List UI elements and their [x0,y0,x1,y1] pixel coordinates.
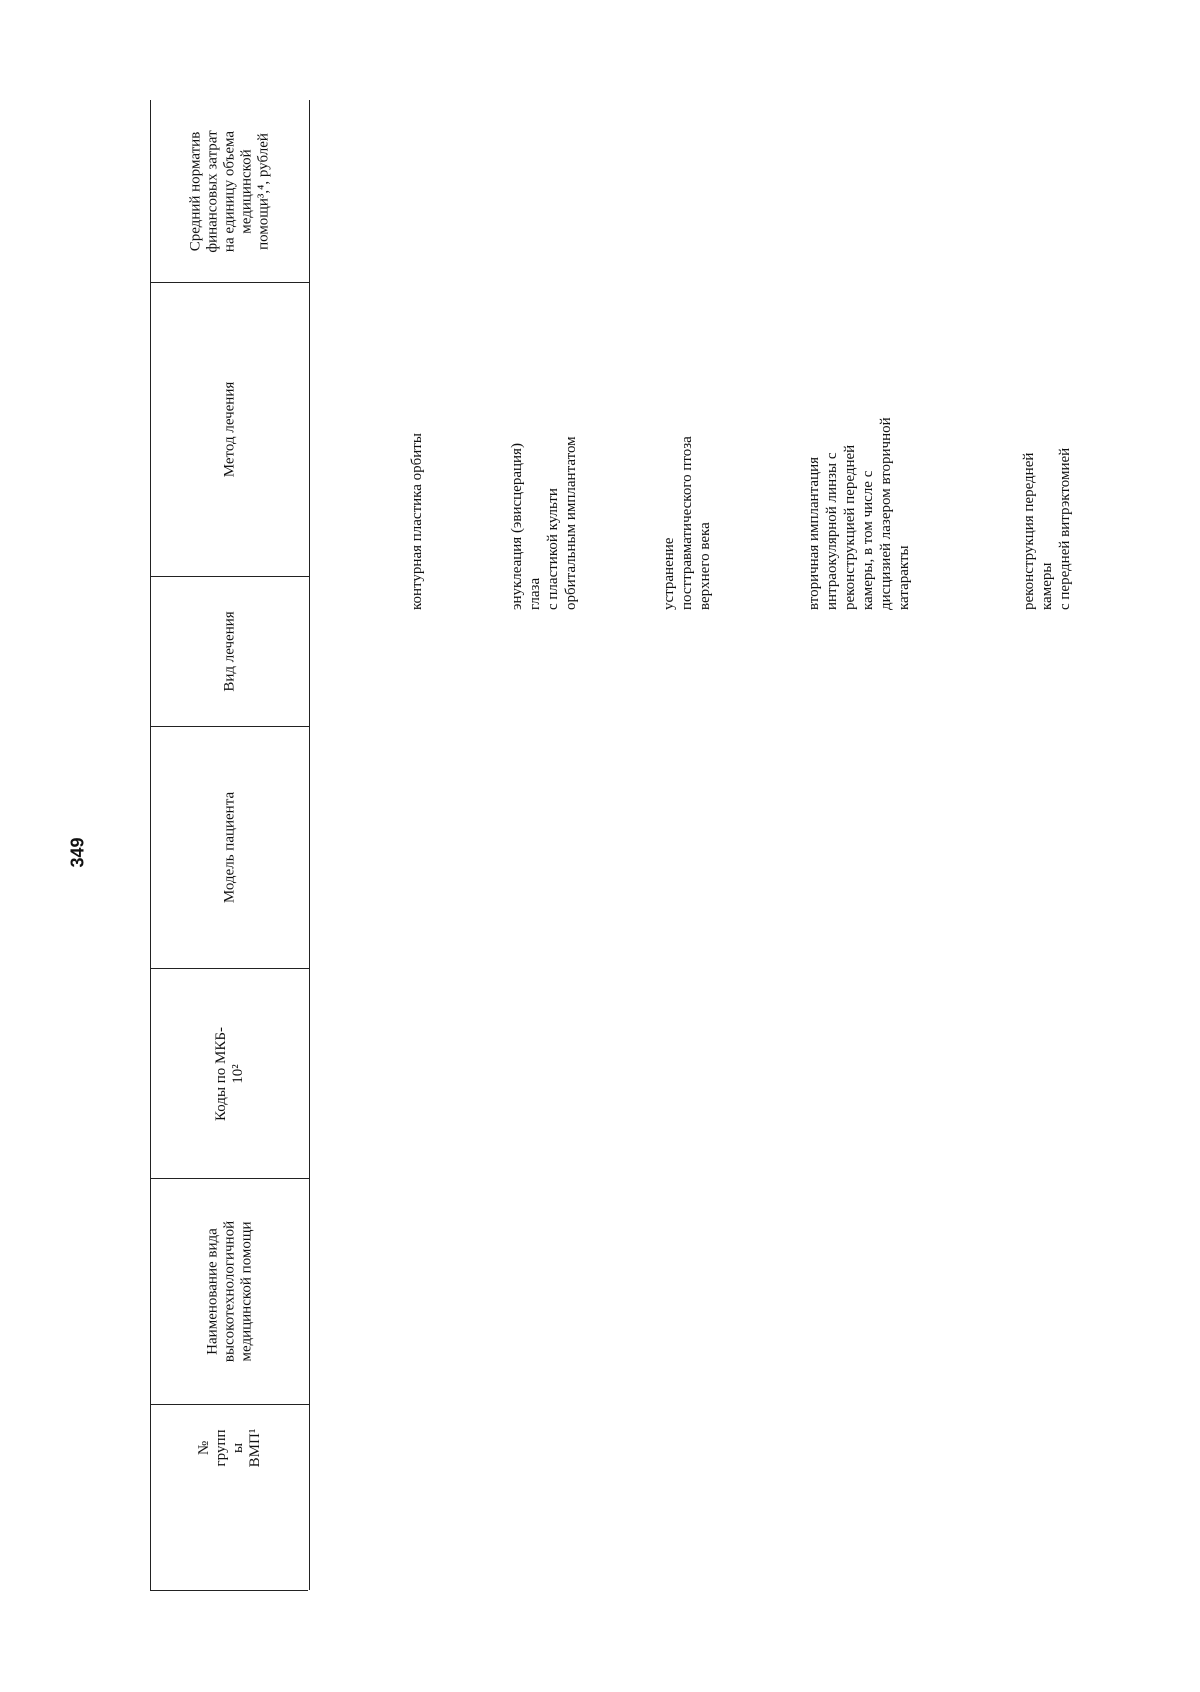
header-treatment-type: Вид лечения [151,576,309,726]
header-patient-model: Модель пациента [151,726,309,968]
method-entry: вторичная имплантация интраокулярной линзы с реконструкцией передней камеры, в том числе с дисцизией лазером вторичной катаракты [806,417,912,610]
header-cost-norm: Средний норматив финансовых затрат на единицу объема медицинской помощи³,⁴, рублей [187,129,272,253]
table-header [150,100,310,1590]
method-entry: контурная пластика орбиты [409,433,425,610]
table-rule [150,1590,308,1591]
page-number: 349 [67,836,88,868]
header-group-number: № групп ы ВМП¹ [151,1404,309,1490]
header-treatment-method: Метод лечения [151,282,309,576]
method-entry: реконструкция передней камеры с передней витрэктомией [1021,447,1073,610]
header-icd-codes: Коды по МКБ- 10² [151,968,309,1178]
method-entry: энуклеация (эвисцерация) глаза с пластикой культи орбитальным имплантатом [509,436,579,610]
header-care-name: Наименование вида высокотехнологичной медицинской помощи [151,1178,309,1404]
method-entry: устранение посттравматического птоза верхнего века [661,436,713,610]
